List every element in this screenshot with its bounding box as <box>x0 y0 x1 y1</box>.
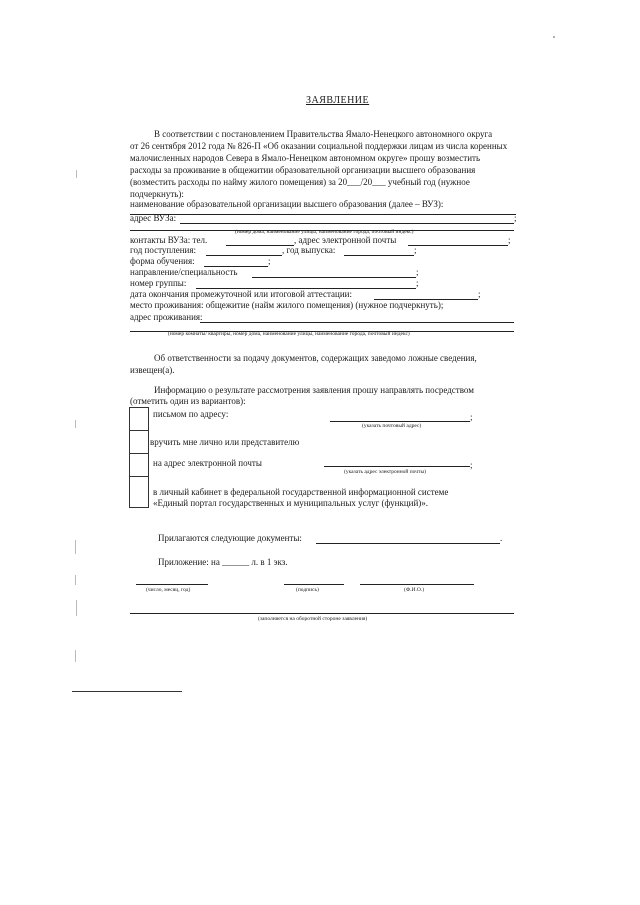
semicolon: ; <box>416 278 419 288</box>
email-hint: (указать адрес электронной почты) <box>344 469 426 475</box>
scan-mark <box>75 575 76 585</box>
attached-field[interactable] <box>316 543 500 544</box>
option-personal-label: вручить мне лично или представителю <box>150 437 300 447</box>
semicolon: ; <box>470 460 473 470</box>
scan-dot <box>553 36 555 38</box>
responsibility-line: извещен(а). <box>130 365 175 375</box>
option-personal-checkbox[interactable] <box>129 430 149 454</box>
scan-mark <box>76 170 77 178</box>
option-portal-checkbox[interactable] <box>129 476 149 508</box>
name-hint: (Ф.И.О.) <box>404 587 425 593</box>
semicolon: ; <box>416 267 419 277</box>
info-line: Информацию о результате рассмотрения заявления прошу направлять посредством <box>154 385 474 395</box>
option-mail-checkbox[interactable] <box>129 407 149 431</box>
scan-mark <box>75 540 76 554</box>
mail-address-field[interactable] <box>330 421 470 422</box>
scan-mark <box>75 650 76 662</box>
attached-label: Прилагаются следующие документы: <box>158 533 302 543</box>
semicolon: ; <box>268 256 271 266</box>
intro-line: расходы за проживание в общежитии образовательной организации высшего образования <box>130 165 476 175</box>
living-address-hint: (номер комнаты/ квартиры, номер дома, наименование улицы, наименование города, почтовый индекс) <box>168 331 410 337</box>
semicolon: ; <box>514 213 517 223</box>
appendix-label: Приложение: на ______ л. в 1 экз. <box>158 557 288 567</box>
year-in-field[interactable] <box>206 255 282 256</box>
scan-mark <box>76 600 77 616</box>
year-in-label: год поступления: <box>130 245 196 255</box>
living-address-label: адрес проживания: <box>130 312 203 322</box>
intro-line: В соответствии с постановлением Правительства Ямало-Ненецкого автономного округа <box>154 129 493 139</box>
address-label: адрес ВУЗа: <box>130 213 177 223</box>
option-email-checkbox[interactable] <box>129 453 149 477</box>
org-name-field[interactable] <box>130 214 516 215</box>
intro-line: подчеркнуть): <box>130 189 184 199</box>
specialty-label: направление/специальность <box>130 267 238 277</box>
address-hint: (номер дома, наименование улицы, наименование города, почтовый индекс) <box>235 229 414 235</box>
mail-hint: (указать почтовый адрес) <box>362 423 422 429</box>
intro-line: от 26 сентября 2012 года № 826-П «Об оказании социальной поддержки лицам из числа коренных <box>130 141 508 151</box>
intro-line: малочисленных народов Севера в Ямало-Ненецком автономном округе» прошу возместить <box>130 153 481 163</box>
org-name-label: наименование образовательной организации высшего образования (далее – ВУЗ): <box>130 199 444 209</box>
option-portal-line: «Единый портал государственных и муниципальных услуг (функций)». <box>153 498 429 508</box>
email-field[interactable] <box>408 245 508 246</box>
semicolon: ; <box>508 235 511 245</box>
semicolon: ; <box>414 245 417 255</box>
email-label: , адрес электронной почты <box>294 235 397 245</box>
info-line: (отметить один из вариантов): <box>130 396 246 406</box>
group-label: номер группы: <box>130 278 187 288</box>
residence-label: место проживания: общежитие (найм жилого помещения) (нужное подчеркнуть); <box>130 300 444 310</box>
date-hint: (число, месяц, год) <box>146 587 191 593</box>
page-title: ЗАЯВЛЕНИЕ <box>306 95 370 106</box>
responsibility-line: Об ответственности за подачу документов, содержащих заведомо ложные сведения, <box>154 353 477 363</box>
living-address-field[interactable] <box>200 322 514 323</box>
date-field[interactable] <box>136 584 208 585</box>
semicolon: ; <box>470 412 473 422</box>
back-side-field[interactable] <box>130 613 514 614</box>
signature-hint: (подпись) <box>296 587 319 593</box>
semicolon: ; <box>478 289 481 299</box>
year-out-field[interactable] <box>344 255 414 256</box>
signature-field[interactable] <box>284 584 344 585</box>
intro-line: (возместить расходы по найму жилого помещения) за 20___/20___ учебный год (нужное <box>130 177 470 187</box>
scan-mark <box>75 420 76 428</box>
specialty-field[interactable] <box>252 277 416 278</box>
contacts-label: контакты ВУЗа: тел. <box>130 235 208 245</box>
email-address-field[interactable] <box>324 466 470 467</box>
option-email-label: на адрес электронной почты <box>153 458 262 468</box>
period: . <box>500 533 503 543</box>
name-field[interactable] <box>360 584 474 585</box>
option-portal-line: в личный кабинет в федеральной государственной информационной системе <box>153 487 449 497</box>
cert-date-label: дата окончания промежуточной или итоговой аттестации: <box>130 289 353 299</box>
option-mail-label: письмом по адресу: <box>153 409 229 419</box>
study-form-label: форма обучения: <box>130 256 195 266</box>
year-out-label: , год выпуска: <box>282 245 336 255</box>
address-field[interactable] <box>180 223 514 224</box>
back-side-hint: (заполняется на оборотной стороне заявления) <box>258 616 368 622</box>
footnote-separator <box>72 691 182 692</box>
